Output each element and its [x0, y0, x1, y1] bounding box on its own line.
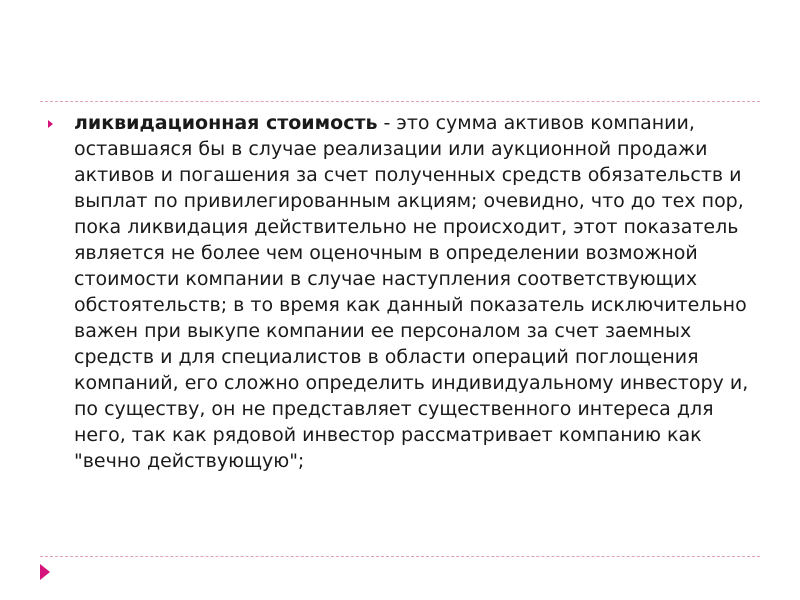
triangle-bullet-icon	[48, 120, 53, 128]
bullet-term: ликвидационная стоимость	[74, 112, 378, 134]
bottom-divider	[40, 556, 760, 557]
top-divider	[40, 101, 760, 102]
bullet-definition: - это сумма активов компании, оставшаяся бы в случае реализации или аукционной продажи активов и погашения за счет полученных средств обязательств и выплат по привилегированным акциям; очевидно, что до тех пор, пока ликвидация действительно не происходит, этот показатель является не более чем оценочным в определении возможной стоимости компании в случае наступления соответствующих обстоятельств; в то время как данный показатель исключительно важен при выкупе компании ее персоналом за счет заемных средств и для специалистов в области операций поглощения компаний, его сложно определить индивидуальному инвестору и, по существу, он не представляет существенного интереса для него, так как рядовой инвестор рассматривает компанию как "вечно действующую";	[74, 112, 749, 472]
triangle-footer-icon	[40, 564, 50, 580]
bullet-text	[74, 110, 760, 474]
